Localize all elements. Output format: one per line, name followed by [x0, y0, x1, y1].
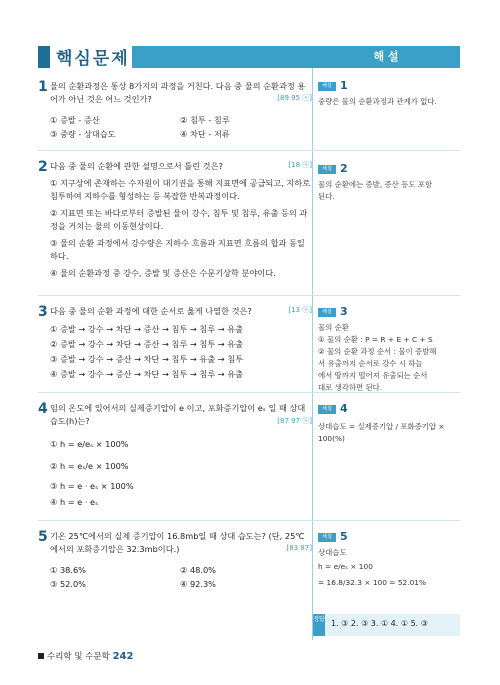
question-reference: [18 ⓢ] — [288, 161, 312, 169]
solution-line: ② 물의 순환 과정 순서 : 물이 증발해 — [318, 347, 437, 356]
footer-square-icon — [38, 653, 44, 659]
option: ③ h = e · eₛ × 100% — [50, 481, 134, 491]
question-number: 2 — [38, 159, 48, 175]
option: ① h = e/eₛ × 100% — [50, 439, 129, 449]
footer — [38, 650, 133, 662]
solution-number: 5 — [340, 530, 348, 543]
section-divider — [38, 520, 460, 521]
solution-tag: 해설 — [318, 533, 336, 542]
question-3 — [38, 304, 312, 385]
option: ② h = eₛ/e × 100% — [50, 461, 129, 471]
page-number: 242 — [112, 651, 134, 662]
option: ② 48.0% — [180, 565, 216, 575]
solution-line: = 16.8/32.3 × 100 = 52.01% — [318, 578, 427, 587]
question-number: 3 — [38, 304, 48, 320]
solutions-heading: 해 설 — [373, 50, 399, 63]
solution-line: 상대습도 = 실제증기압 / 포화증기압 × 100(%) — [318, 422, 445, 443]
solution-line: ① 물의 순환 : P = R + E + C + S — [318, 335, 433, 344]
question-number: 1 — [38, 79, 48, 95]
option: ② 침투 - 침루 — [180, 115, 230, 125]
option: ④ 차단 - 저류 — [180, 129, 230, 139]
solution-2 — [318, 162, 460, 215]
question-4 — [38, 401, 312, 512]
header-accent-block — [38, 46, 50, 68]
solution-line: 에서 땅까지 떨어져 유출되는 순서 — [318, 371, 428, 380]
option: ① 38.6% — [50, 565, 86, 575]
question-reference: [87 97 ⓢ] — [277, 417, 312, 425]
solution-3 — [318, 305, 460, 398]
solution-tag: 해설 — [318, 308, 336, 317]
option: ② 증발 → 강수 → 차단 → 증산 → 침루 → 침투 → 유출 — [50, 339, 244, 349]
question-2 — [38, 159, 312, 290]
question-1 — [38, 79, 312, 150]
question-5 — [38, 529, 312, 590]
question-reference: [13 ⓢ] — [288, 306, 312, 314]
option: ① 증발 → 강수 → 차단 → 증산 → 침투 → 침루 → 유출 — [50, 324, 244, 334]
solution-number: 4 — [340, 402, 348, 415]
question-text: 다음 중 물의 순환에 관한 설명으로서 틀린 것은? — [50, 161, 223, 171]
solution-line: 물의 순환에는 증발, 증산 등도 포함 — [318, 180, 433, 189]
solution-1 — [318, 79, 460, 122]
solution-line: 된다. — [318, 192, 335, 201]
solution-line: 상대습도 — [318, 548, 347, 557]
solution-line: 물의 순환 — [318, 323, 349, 332]
option: ③ 물의 순환 과정에서 강수량은 지하수 흐름과 지표면 흐름의 합과 동일하다. — [50, 238, 305, 261]
question-number: 4 — [38, 401, 48, 417]
option: ④ 92.3% — [180, 579, 216, 589]
question-reference: [83 87] — [286, 544, 312, 552]
solution-line: 서 유출까지 순서로 강수 시 하늘 — [318, 359, 423, 368]
section-divider — [38, 150, 460, 151]
option: ① 증발 - 증산 — [50, 115, 100, 125]
solution-tag: 해설 — [318, 165, 336, 174]
solution-tag: 해설 — [318, 82, 336, 91]
option: ③ 중량 - 상대습도 — [50, 129, 116, 139]
question-number: 5 — [38, 529, 48, 545]
footer-label: 수리학 및 수문학 — [47, 652, 110, 662]
solution-tag: 해설 — [318, 405, 336, 414]
question-text: 기온 25℃에서의 실제 증기압이 16.8mb일 때 상대 습도는? (단, 25℃에서의 포화증기압은 32.3mb이다.) — [50, 531, 305, 554]
solution-number: 1 — [340, 79, 348, 92]
section-divider — [38, 295, 460, 296]
option: ③ 52.0% — [50, 579, 86, 589]
question-reference: [89 95 ⓢ] — [277, 94, 312, 102]
option: ① 지구상에 존재하는 수자원이 대기권을 통해 지표면에 공급되고, 지하로 침투하여 지하수를 형성하는 등 복잡한 반복과정이다. — [50, 178, 311, 201]
solution-line: 중량은 물의 순환과정과 관계가 없다. — [318, 97, 437, 106]
option: ④ h = e · eₛ — [50, 497, 99, 507]
solution-line: h = e/eₛ × 100 — [318, 562, 373, 571]
option: ④ 증발 → 강수 → 증산 → 차단 → 침투 → 침루 → 유출 — [50, 369, 244, 379]
solution-number: 2 — [340, 162, 348, 175]
answer-tag: 정답 — [313, 614, 325, 636]
page-title: 핵심문제 — [56, 49, 130, 69]
option: ③ 증발 → 강수 → 증산 → 차단 → 침투 → 유출 → 침투 — [50, 354, 244, 364]
solution-number: 3 — [340, 305, 348, 318]
question-text: 물의 순환과정은 통상 8가지의 과정을 거친다. 다음 중 물의 순환과정 용어가 아닌 것은 어느 것인가? — [50, 81, 306, 104]
solution-4 — [318, 402, 460, 445]
option: ② 지표면 또는 바다로부터 증발된 물이 강수, 침투 및 침루, 유출 등의 과정을 거치는 물의 이동현상이다. — [50, 208, 308, 231]
option: ④ 물의 순환과정 중 강수, 증발 및 증산은 수문기상학 분야이다. — [50, 268, 276, 278]
question-text: 다음 중 물의 순환 과정에 대한 순서로 옳게 나열한 것은? — [50, 306, 252, 316]
answer-bar — [313, 614, 460, 636]
solution-line: 대로 생각하면 된다. — [318, 383, 383, 392]
solution-5 — [318, 530, 460, 603]
question-text: 임의 온도에 있어서의 실제증기압이 e 이고, 포화증기압이 eₛ 일 때 상대 습도(h)는? — [50, 403, 306, 426]
answer-key: 1. ③ 2. ③ 3. ① 4. ① 5. ③ — [331, 619, 428, 628]
column-divider — [312, 68, 313, 640]
